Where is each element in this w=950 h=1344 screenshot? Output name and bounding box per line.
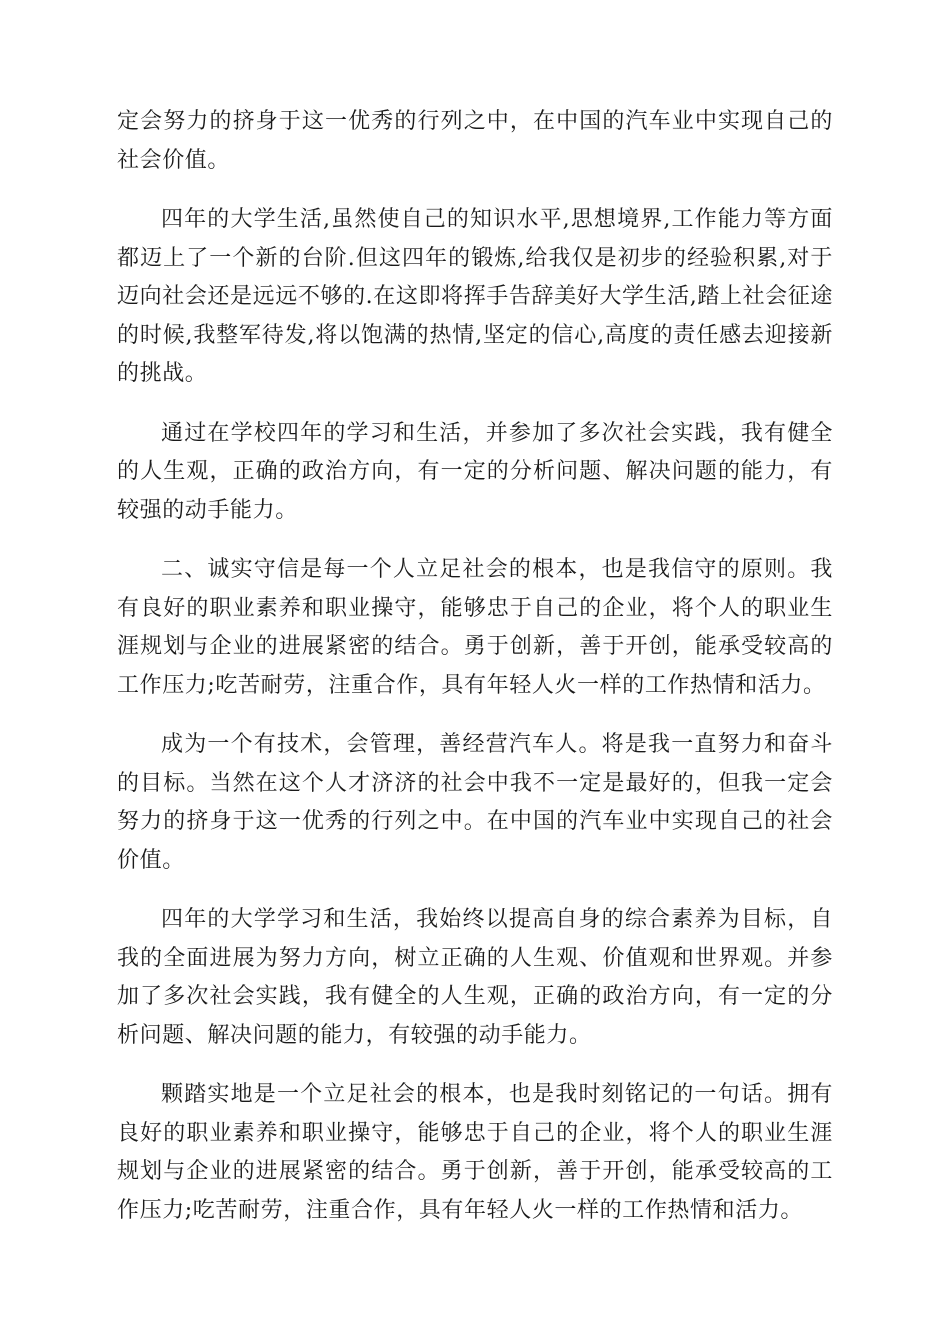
paragraph-study-summary: 四年的大学学习和生活，我始终以提高自身的综合素养为目标，自我的全面进展为努力方向，树立正确的人生观、价值观和世界观。并参加了多次社会实践，我有健全的人生观，正确的政治方向，有一定的分析问题、解决问题的能力，有较强的动手能力。 <box>117 907 833 1048</box>
paragraph-continuation: 定会努力的挤身于这一优秀的行列之中，在中国的汽车业中实现自己的社会价值。 <box>117 109 833 173</box>
paragraph-university-life: 四年的大学生活,虽然使自己的知识水平,思想境界,工作能力等方面都迈上了一个新的台阶.但这四年的锻炼,给我仅是初步的经验积累,对于迈向社会还是远远不够的.在这即将挥手告辞美好大学生活,踏上社会征途的时候,我整军待发,将以饱满的热情,坚定的信心,高度的责任感去迎接新的挑战。 <box>117 207 833 386</box>
paragraph-career-goal: 成为一个有技术，会管理，善经营汽车人。将是我一直努力和奋斗的目标。当然在这个人才济济的社会中我不一定是最好的，但我一定会努力的挤身于这一优秀的行列之中。在中国的汽车业中实现自己的社会价值。 <box>117 732 833 873</box>
document-body <box>117 103 833 1251</box>
paragraph-integrity: 二、诚实守信是每一个人立足社会的根本，也是我信守的原则。我有良好的职业素养和职业操守，能够忠于自己的企业，将个人的职业生涯规划与企业的进展紧密的结合。勇于创新，善于开创，能承受较高的工作压力;吃苦耐劳，注重合作，具有年轻人火一样的工作热情和活力。 <box>117 557 833 698</box>
paragraph-social-practice: 通过在学校四年的学习和生活，并参加了多次社会实践，我有健全的人生观，正确的政治方向，有一定的分析问题、解决问题的能力，有较强的动手能力。 <box>117 420 833 523</box>
paragraph-down-to-earth: 颗踏实地是一个立足社会的根本，也是我时刻铭记的一句话。拥有良好的职业素养和职业操守，能够忠于自己的企业，将个人的职业生涯规划与企业的进展紧密的结合。勇于创新，善于开创，能承受较高的工作压力;吃苦耐劳，注重合作，具有年轻人火一样的工作热情和活力。 <box>117 1082 833 1223</box>
